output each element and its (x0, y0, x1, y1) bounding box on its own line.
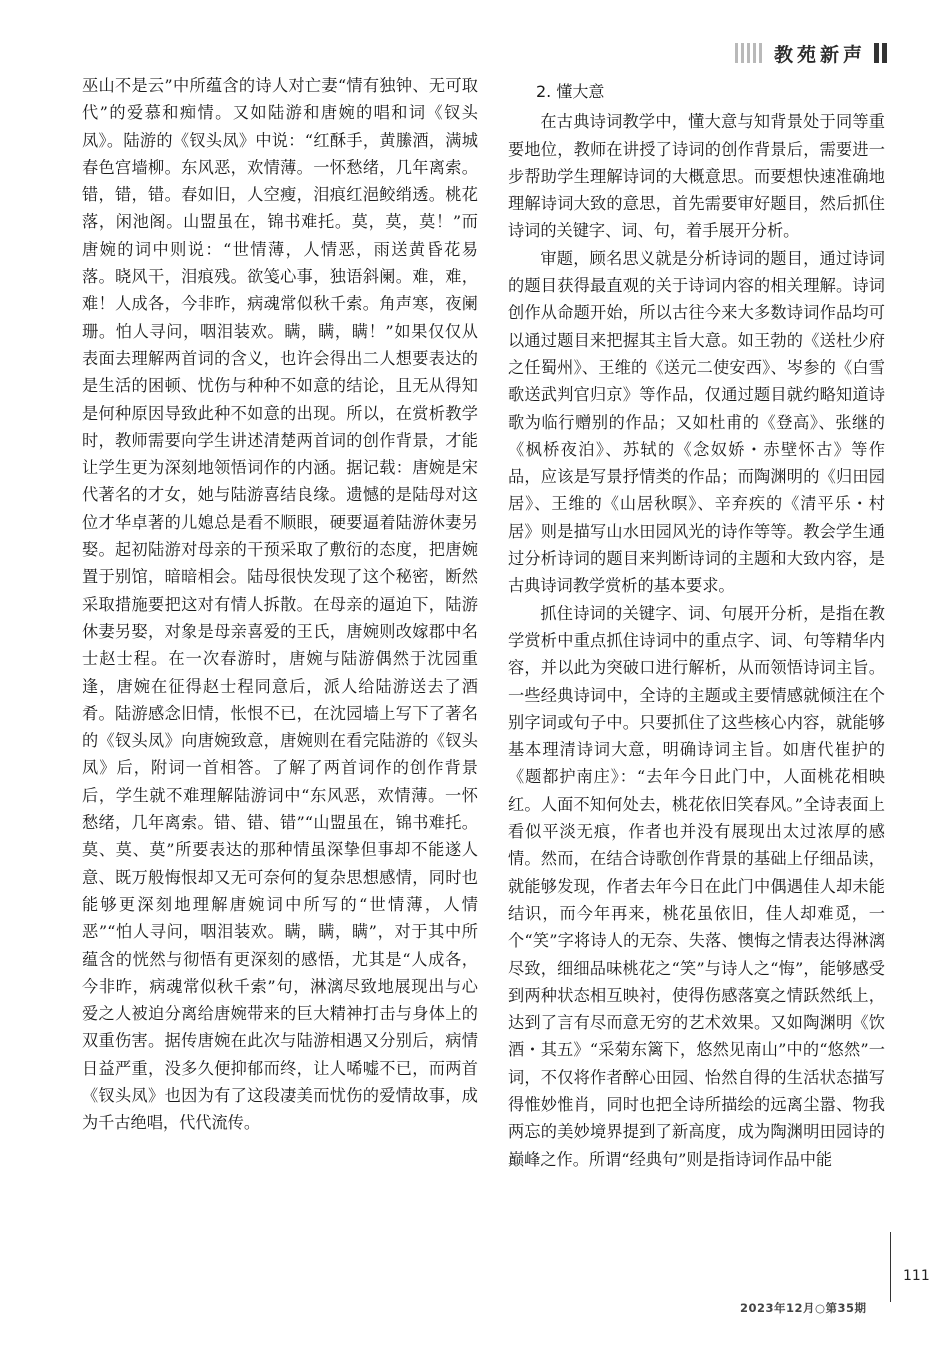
page-number: 111 (903, 1268, 930, 1284)
column-title: 教苑新声 (773, 43, 866, 66)
running-header (735, 40, 887, 66)
paragraph: 抓住诗词的关键字、词、句展开分析，是指在教学赏析中重点抓住诗词中的重点字、词、句等精华内容，并以此为突破口进行解析，从而领悟诗词主旨。一些经典诗词中，全诗的主题或主要情感就倾注在个别字词或句子中。只要抓住了这些核心内容，就能够基本理清诗词大意，明确诗词主旨。如唐代崔护的《题都护南庄》：“去年今日此门中，人面桃花相映红。人面不知何处去，桃花依旧笑春风。”全诗表面上看似平淡无痕，作者也并没有展现出太过浓厚的感情。然而，在结合诗歌创作背景的基础上仔细品读，就能够发现，作者去年今日在此门中偶遇佳人却未能结识，而今年再来，桃花虽依旧，佳人却难觅，一个“笑”字将诗人的无奈、失落、懊悔之情表达得淋漓尽致，细细品味桃花之“笑”与诗人之“悔”，能够感受到两种状态相互映衬，使得伤感落寞之情跃然纸上，达到了言有尽而意无穷的艺术效果。又如陶渊明《饮酒・其五》“采菊东篱下，悠然见南山”中的“悠然”一词，不仅将作者醉心田园、怡然自得的生活状态描写得惟妙惟肖，同时也把全诗所描绘的远离尘嚣、物我两忘的美妙境界提到了新高度，成为陶渊明田园诗的巅峰之作。所谓“经典句”则是指诗词作品中能 (508, 603, 885, 1169)
header-decor-bars-left (735, 43, 762, 63)
section-heading: 2. 懂大意 (536, 82, 605, 101)
header-decor-bars-right (874, 43, 887, 63)
paragraph: 审题，顾名思义就是分析诗词的题目，通过诗词的题目获得最直观的关于诗词内容的相关理解。诗词创作从命题开始，所以古往今来大多数诗词作品均可以通过题目来把握其主旨大意。如王勃的《送杜少府之任蜀州》、王维的《送元二使安西》、岑参的《白雪歌送武判官归京》等作品，仅通过题目就约略知道诗歌为临行赠别的作品；又如杜甫的《登高》、张继的《枫桥夜泊》、苏轼的《念奴娇・赤壁怀古》等作品，应该是写景抒情类的作品；而陶渊明的《归田园居》、王维的《山居秋暝》、辛弃疾的《清平乐・村居》则是描写山水田园风光的诗作等等。教会学生通过分析诗词的题目来判断诗词的主题和大致内容，是古典诗词教学赏析的基本要求。 (508, 248, 885, 596)
left-column (82, 72, 478, 1137)
right-column (508, 72, 885, 1173)
paragraph: 巫山不是云”中所蕴含的诗人对亡妻“情有独钟、无可取代”的爱慕和痴情。又如陆游和唐婉的唱和词《钗头凤》。陆游的《钗头凤》中说：“红酥手，黄縢酒，满城春色宫墙柳。东风恶，欢情薄。一怀愁绪，几年离索。错，错，错。春如旧，人空瘦，泪痕红浥鲛绡透。桃花落，闲池阁。山盟虽在，锦书难托。莫，莫，莫！”而唐婉的词中则说：“世情薄，人情恶，雨送黄昏花易落。晓风干，泪痕残。欲笺心事，独语斜阑。难，难，难！人成各，今非昨，病魂常似秋千索。角声寒，夜阑珊。怕人寻问，咽泪装欢。瞒，瞒，瞒！”如果仅仅从表面去理解两首词的含义，也许会得出二人想要表达的是生活的困顿、忧伤与种种不如意的结论，且无从得知是何种原因导致此种不如意的出现。所以，在赏析教学时，教师需要向学生讲述清楚两首词的创作背景，才能让学生更为深刻地领悟词作的内涵。据记载：唐婉是宋代著名的才女，她与陆游喜结良缘。遗憾的是陆母对这位才华卓著的儿媳总是看不顺眼，硬要逼着陆游休妻另娶。起初陆游对母亲的干预采取了敷衍的态度，把唐婉置于别馆，暗暗相会。陆母很快发现了这个秘密，断然采取措施要把这对有情人拆散。在母亲的逼迫下，陆游休妻另娶，对象是母亲喜爱的王氏，唐婉则改嫁郡中名士赵士程。在一次春游时，唐婉与陆游偶然于沈园重逢，唐婉在征得赵士程同意后，派人给陆游送去了酒肴。陆游感念旧情，怅恨不已，在沈园墙上写下了著名的《钗头凤》向唐婉致意，唐婉则在看完陆游的《钗头凤》后，附词一首相答。了解了两首词作的创作背景后，学生就不难理解陆游词中“东风恶，欢情薄。一怀愁绪，几年离索。错、错、错”“山盟虽在，锦书难托。莫、莫、莫”所要表达的那种情虽深挚但事却不能遂人意、既万般悔恨却又无可奈何的复杂思想感情，同时也能够更深刻地理解唐婉词中所写的“世情薄，人情恶”“怕人寻问，咽泪装欢。瞒，瞒，瞒”，对于其中所蕴含的恍然与彻悟有更深刻的感悟，尤其是“人成各，今非昨，病魂常似秋千索”句，淋漓尽致地展现出与心爱之人被迫分离给唐婉带来的巨大精神打击与身体上的双重伤害。据传唐婉在此次与陆游相遇又分别后，病情日益严重，没多久便抑郁而终，让人唏嘘不已，而两首《钗头凤》也因为有了这段凄美而忧伤的爱情故事，成为千古绝唱，代代流传。 (82, 76, 478, 1133)
page-number-divider (890, 1232, 891, 1302)
paragraph: 在古典诗词教学中，懂大意与知背景处于同等重要地位，教师在讲授了诗词的创作背景后，需要进一步帮助学生理解诗词的大概意思。而要想快速准确地理解诗词大致的意思，首先需要审好题目，然后抓住诗词的关键字、词、句，着手展开分析。 (508, 112, 885, 241)
issue-label: 2023年12月○第35期 (740, 1301, 867, 1315)
